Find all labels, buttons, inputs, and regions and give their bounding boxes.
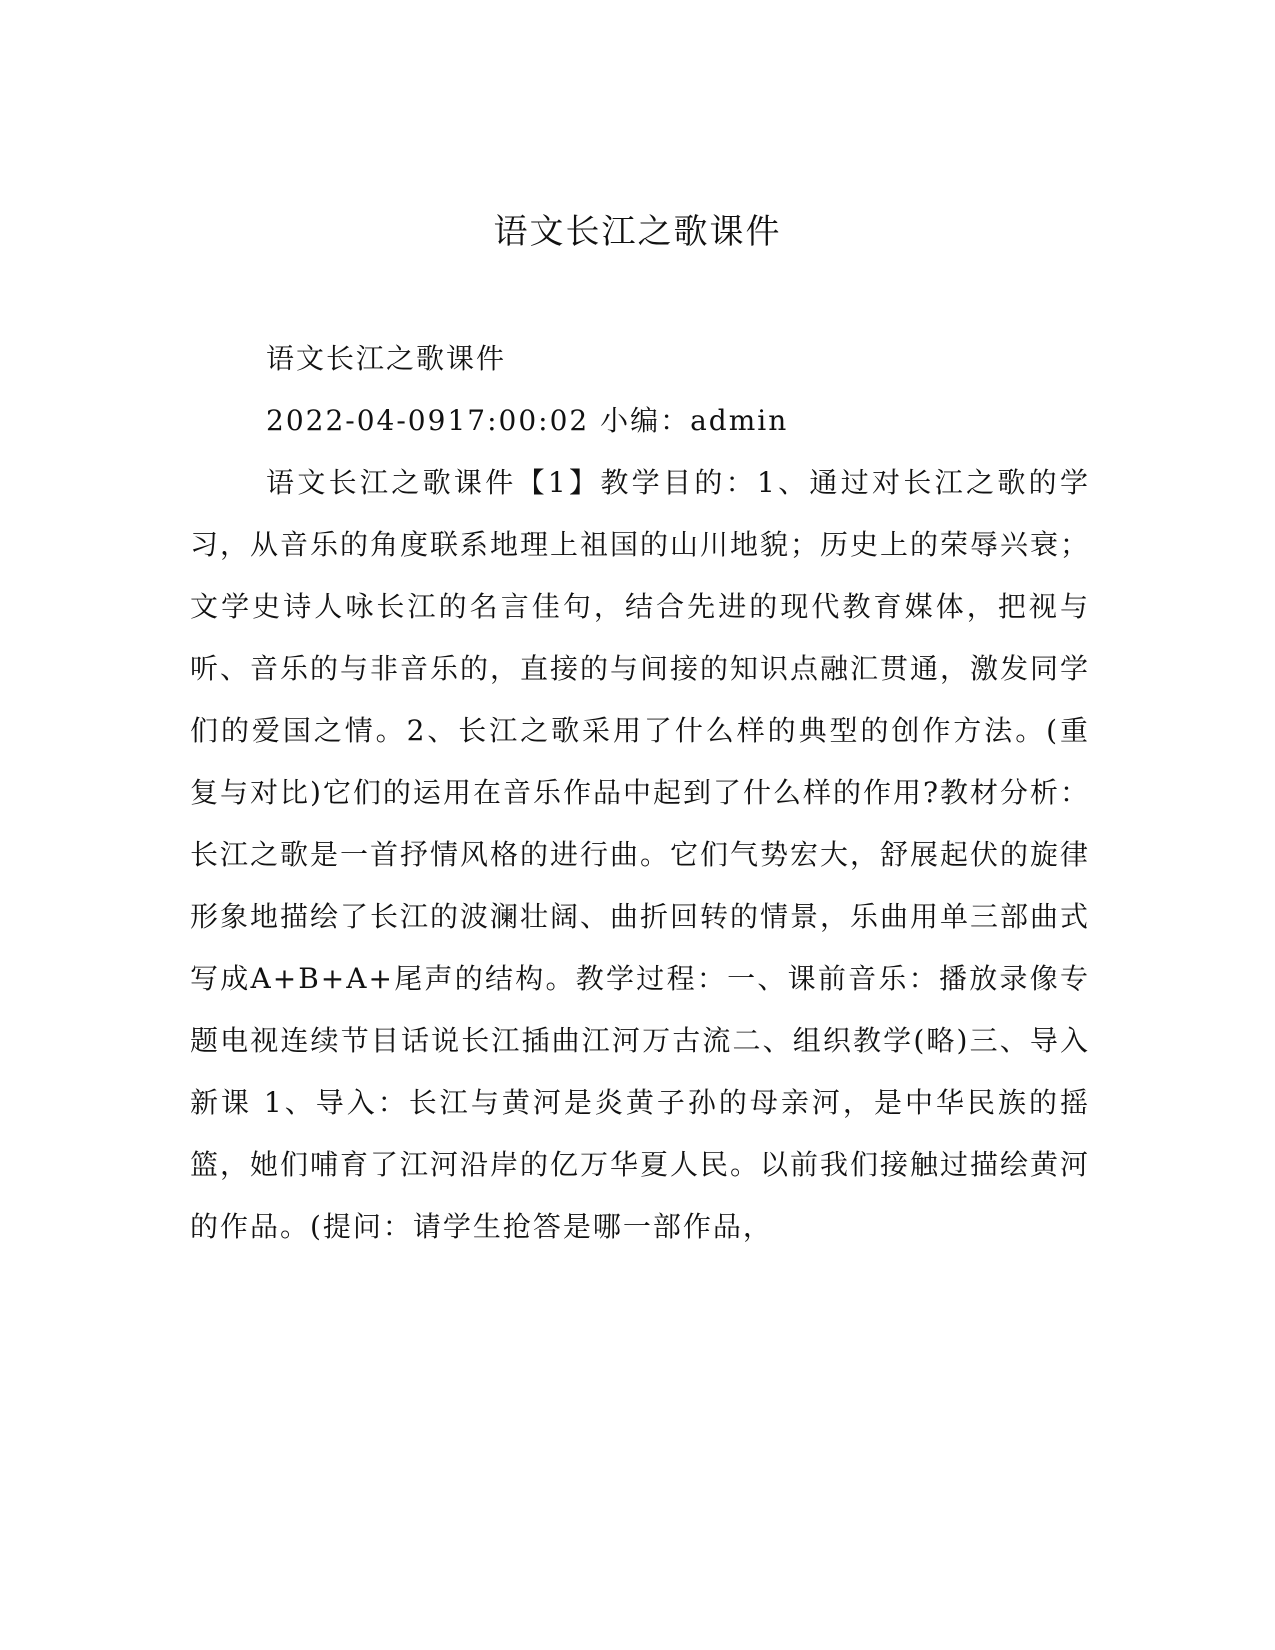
document-subtitle: 语文长江之歌课件 [266,342,507,375]
document-body-paragraph: 语文长江之歌课件【1】教学目的：1、通过对长江之歌的学习，从音乐的角度联系地理上祖国的山川地貌；历史上的荣辱兴衰；文学史诗人咏长江的名言佳句，结合先进的现代教育媒体，把视与听、音乐的与非音乐的，直接的与间接的知识点融汇贯通，激发同学们的爱国之情。2、长江之歌采用了什么样的典型的创作方法。(重复与对比)它们的运用在音乐作品中起到了什么样的作用?教材分析：长江之歌是一首抒情风格的进行曲。它们气势宏大，舒展起伏的旋律形象地描绘了长江的波澜壮阔、曲折回转的情景，乐曲用单三部曲式写成A+B+A+尾声的结构。教学过程：一、课前音乐：播放录像专题电视连续节目话说长江插曲江河万古流二、组织教学(略)三、导入新课 1、导入：长江与黄河是炎黄子孙的母亲河，是中华民族的摇篮，她们哺育了江河沿岸的亿万华夏人民。以前我们接触过描绘黄河的作品。(提问：请学生抢答是哪一部作品， [190,466,1091,1243]
document-title: 语文长江之歌课件 [493,212,782,252]
document-meta-line: 2022-04-0917:00:02 小编：admin [266,404,789,437]
document-content [190,328,1090,1258]
